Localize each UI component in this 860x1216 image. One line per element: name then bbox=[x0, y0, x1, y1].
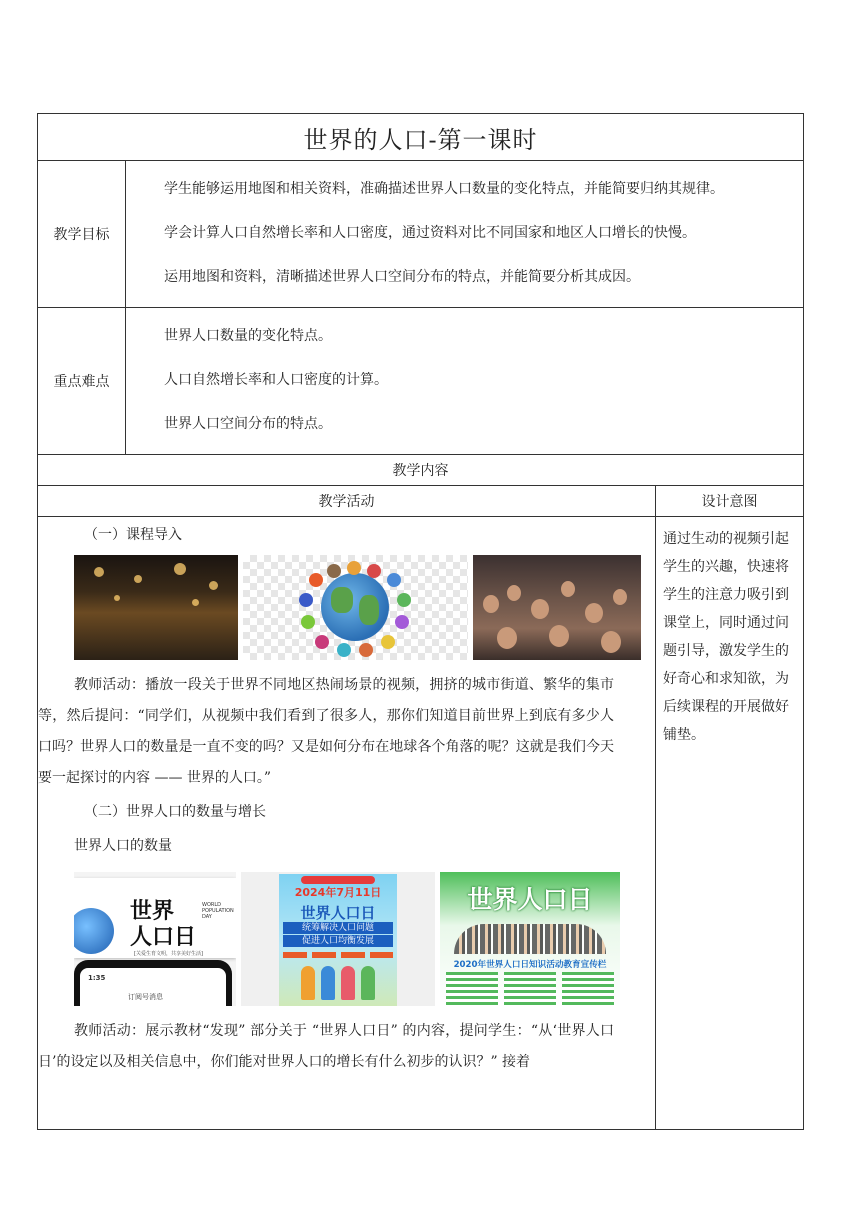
globe-people-illustration bbox=[243, 555, 468, 660]
goal-item: 学生能够运用地图和相关资料，准确描述世界人口数量的变化特点，并能简要归纳其规律。 bbox=[164, 181, 724, 197]
poster-image-row bbox=[74, 872, 645, 1006]
intro-image-row bbox=[74, 555, 645, 660]
difficulties-label: 重点难点 bbox=[38, 308, 126, 455]
teacher-activity-paragraph-2: 教师活动：展示教材“发现” 部分关于 “世界人口日” 的内容，提问学生：“从‘世界人口日’的设定以及相关信息中，你们能对世界人口的增长有什么初步的认识？” 接着 bbox=[38, 1023, 614, 1070]
poster1-tagline: [关爱生育文明，共享美好生活] bbox=[134, 951, 203, 957]
difficulty-item: 世界人口数量的变化特点。 bbox=[164, 328, 332, 344]
goals-list bbox=[126, 161, 804, 308]
lesson-plan-sheet bbox=[37, 113, 803, 1130]
section-heading-intro: （一）课程导入 bbox=[84, 527, 182, 543]
night-market-photo bbox=[74, 555, 238, 660]
population-day-bulletin-board bbox=[440, 872, 620, 1006]
intent-column-header: 设计意图 bbox=[656, 486, 804, 517]
activity-content bbox=[38, 517, 656, 1130]
goals-label: 教学目标 bbox=[38, 161, 126, 308]
subheading-population-count: 世界人口的数量 bbox=[74, 838, 172, 854]
poster1-subtitle: WORLD POPULATION DAY bbox=[202, 902, 234, 920]
phone-title: 订阅号消息 bbox=[128, 993, 163, 1001]
difficulty-item: 世界人口空间分布的特点。 bbox=[164, 416, 332, 432]
poster1-title-line1: 世界 bbox=[130, 899, 175, 924]
crowd-photo bbox=[473, 555, 641, 660]
activity-column-header: 教学活动 bbox=[38, 486, 656, 517]
teacher-activity-paragraph: 教师活动：播放一段关于世界不同地区热闹场景的视频，拥挤的城市街道、繁华的集市等，然后提问：“同学们，从视频中我们看到了很多人，那你们知道目前世界上到底有多少人口吗？世界人口的数量是一直不变的吗？又是如何分布在地球各个角落的呢？这就是我们今天要一起探讨的内容 —— 世界的人口。” bbox=[38, 677, 614, 786]
poster2-slogan1: 统筹解决人口问题 bbox=[283, 922, 393, 934]
lesson-plan-table bbox=[37, 113, 804, 1130]
goal-item: 运用地图和资料，清晰描述世界人口空间分布的特点，并能简要分析其成因。 bbox=[164, 269, 640, 285]
poster2-slogan2: 促进人口均衡发展 bbox=[283, 935, 393, 947]
poster3-title: 世界人口日 bbox=[467, 885, 593, 914]
content-header: 教学内容 bbox=[38, 455, 804, 486]
design-intent-text: 通过生动的视频引起学生的兴趣，快速将学生的注意力吸引到课堂上，同时通过问题引导，激发学生的好奇心和求知欲，为后续课程的开展做好铺垫。 bbox=[656, 517, 804, 1130]
goal-item: 学会计算人口自然增长率和人口密度，通过资料对比不同国家和地区人口增长的快慢。 bbox=[164, 225, 696, 241]
population-day-poster-2024 bbox=[241, 872, 435, 1006]
globe-icon bbox=[321, 573, 389, 641]
globe-icon bbox=[74, 908, 114, 954]
poster2-date: 2024年7月11日 bbox=[294, 886, 382, 899]
section-heading-growth: （二）世界人口的数量与增长 bbox=[84, 804, 266, 820]
poster1-title-line2: 人口日 bbox=[130, 925, 197, 950]
phone-time: 1:35 bbox=[88, 974, 106, 982]
poster2-title: 世界人口日 bbox=[300, 904, 376, 922]
poster3-subtitle: 2020年世界人口日知识活动教育宣传栏 bbox=[453, 960, 607, 970]
difficulties-list bbox=[126, 308, 804, 455]
difficulty-item: 人口自然增长率和人口密度的计算。 bbox=[164, 372, 388, 388]
population-day-poster-phone bbox=[74, 872, 236, 1006]
phone-mockup bbox=[74, 960, 232, 1006]
document-title: 世界的人口-第一课时 bbox=[38, 114, 804, 161]
